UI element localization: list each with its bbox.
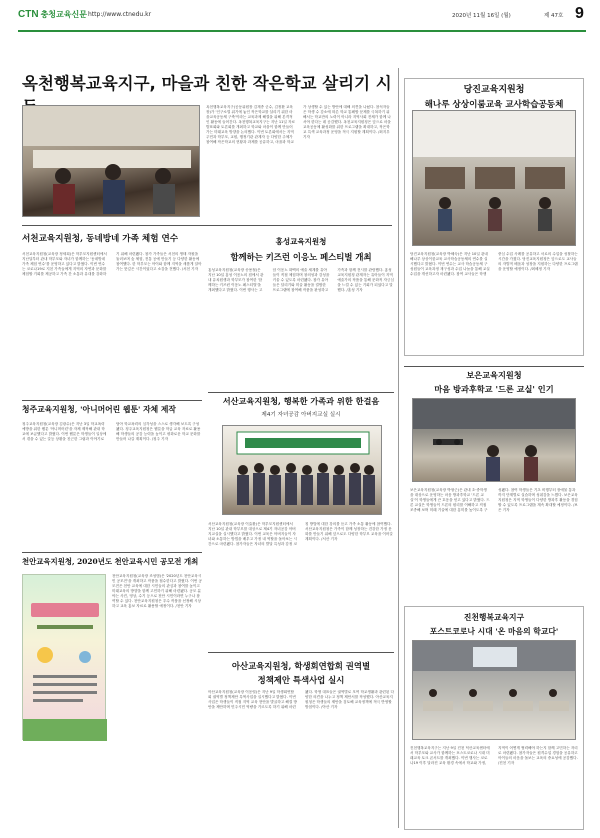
- cheonan-title: 천안교육지원청, 2020년도 천안교육시민 공모전 개최: [22, 557, 199, 566]
- cheonan-poster: [22, 574, 106, 740]
- jincheon-body: 진천행복교육지구는 지난 9일 진천 덕산교육센터에서 학부모와 교사가 함께하는 포스트코로나 시대 미래교육 토크 콘서트를 개최했다. 이번 행사는 코로나19 이후 달라진 교육 환경 속에서 학교와 가정, 지역이 어떻게 협력해야 하는지 함께 고민하는 자리로 마련됐다. 참가자들은 원격수업 경험을 공유하고 아이들의 마음을 돌보는 교육의 중요성에 공감했다. /진천 기자: [410, 746, 578, 765]
- seosan-body: 서산교육지원청(교육장 이효환)은 학부모지원센터에서 지난 10일 관내 학부모를 대상으로 제4기 자녀공감 아버지교실을 실시했다고 밝혔다. 이번 교육은 아버지들이 자녀와 소통하는 방법을 배우고 가정 내 역할을 돌아보는 시간으로 마련됐다. 참가자들은 자녀의 발달 특성과 감정 코칭 방법에 대한 강의를 듣고 가족 소통 활동에 참여했다. 서산교육지원청은 가족이 함께 성장하는 건강한 가정 문화를 만들기 위해 앞으로도 다양한 학부모 교육을 이어갈 계획이다. /서산 기자: [208, 522, 393, 546]
- seocheon-title: 서천교육지원청, 동네방네 가족 체험 연수: [22, 234, 179, 244]
- dangjin-title: 해나루 상상이룸교육 교사학습공동체: [424, 100, 564, 110]
- cheonan-body: 천안교육지원청(교육장 조성범)은 '2020년도 천안교육시민 공모전'을 개최하고 작품을 접수한다고 밝혔다. 이번 공모전은 천안 교육에 대한 시민들의 관심과 참여를 높이고 미래교육의 방향을 함께 고민하기 위해 마련됐다. 공모 분야는 사진, 영상, 수기 등으로 천안 시민이라면 누구나 참여할 수 있다. 천안교육지원청은 우수 작품을 선정해 시상하고 교육 홍보 자료로 활용할 예정이다. /천안 기자: [112, 574, 202, 608]
- dangjin-photo-scene: [413, 111, 576, 246]
- okcheon-photo-scene: [23, 106, 200, 217]
- jincheon-heading: [404, 612, 584, 637]
- seosan-photo: [222, 425, 382, 515]
- dangjin-body: 당진교육지원청(교육장 박혜숙)은 지난 10일 관내 해나루 상상이룸교육 교사학습공동체의 연수를 실시했다고 밝혔다. 이번 연수는 교사 학습공동체 구성원들이 교육과정 재구성과 수업 나눔을 통해 교실 수업을 개선하고자 마련됐다. 참여 교사들은 학생 중심 수업 사례를 공유하고 서로의 수업을 성찰하는 시간을 가졌다. 당진교육지원청은 앞으로도 교사들의 자발적 배움과 성장을 지원하는 다양한 프로그램을 운영할 예정이다. /최혜정 기자: [410, 252, 578, 276]
- logo-ctn: CTN: [18, 9, 39, 20]
- seosan-heading: [208, 396, 394, 418]
- masthead-issue: 제 47호: [544, 13, 564, 19]
- asan-title-line1: 아산교육지원청, 학생회연합회 권역별: [231, 661, 371, 671]
- okcheon-photo: [22, 105, 200, 217]
- asan-title-line2: 정책제안 특색사업 실시: [257, 675, 345, 685]
- dangjin-heading: [404, 82, 584, 110]
- paper-name: 충청교육신문: [40, 10, 87, 19]
- okcheon-title: 옥천행복교육지구, 마을과 친한 작은학교 살리기 시: [22, 74, 392, 93]
- masthead-rule: [18, 30, 586, 32]
- boeun-title: 마음 방과후학교 '드론 교실' 인기: [434, 384, 554, 394]
- cheongju-heading: [22, 404, 202, 415]
- masthead-logo: [18, 9, 87, 20]
- cheonan-poster-graphic: [23, 575, 107, 741]
- hongseong-body: 홍성교육지원청(교육장 송용철)은 지난 10일 홍성 이응노의 집에서 관내 유치원생과 학부모가 참여한 '함께하는 키즈런 이응노 페스티벌'을 개최했다고 밝혔다. 이번 행사는 고암 이응노 화백의 예술 세계를 유아들이 직접 체험하며 창의성과 감성을 키울 수 있도록 마련됐다. 참가 유아들은 달리기와 미술 활동을 결합한 프로그램에 참여해 작품을 완성하고 가족과 함께 전시를 관람했다. 홍성교육지원청 관계자는 유아들이 지역 예술가의 작품을 통해 문화적 자긍심을 느낄 수 있는 기회가 되었다고 말했다. /홍성 기자: [208, 268, 394, 292]
- hongseong-title: 함께하는 키즈런 이응노 페스티벌 개최: [230, 252, 372, 262]
- boeun-kicker: 보은교육지원청: [466, 370, 522, 380]
- divider-h4: [22, 400, 202, 401]
- divider-v1: [398, 68, 399, 828]
- jincheon-photo: [412, 640, 576, 740]
- cheongju-body: 청주교육지원청(교육장 김광수)은 지난 3일 학교폭력 예방을 위한 웹툰 '아니머어린'을 자체 제작해 관내 학교에 보급했다고 밝혔다. 이번 웹툰은 학생들이 일상에서 겪을 수 있는 갈등 상황을 친근한 그림과 이야기로 담아 학교폭력의 심각성을 스스로 생각해 보도록 구성됐다. 청주교육지원청은 웹툰을 학급 교육 자료로 활용해 학생들의 공감 능력을 높이고 평화로운 학교 문화를 만들어 나갈 계획이다. /청주 기자: [22, 422, 201, 441]
- divider-h3: [404, 366, 584, 367]
- divider-h1: [22, 225, 392, 226]
- masthead: [0, 0, 600, 32]
- seosan-title: 서산교육지원청, 행복한 가족과 위한 한걸음: [222, 396, 380, 406]
- boeun-photo: [412, 398, 576, 482]
- dangjin-kicker: 당진교육지원청: [463, 85, 525, 95]
- boeun-photo-scene: [413, 399, 576, 482]
- divider-h5: [22, 552, 202, 553]
- hongseong-kicker: 홍성교육지원청: [275, 237, 327, 246]
- dangjin-photo: [412, 110, 576, 246]
- asan-body: 아산교육지원청(교육장 이응렬)은 지난 9일 학생회연합회 권역별 정책제안 특색사업을 실시했다고 밝혔다. 이번 사업은 학생들이 직접 지역 교육 현안을 발굴하고 해결 방안을 제안하며 민주시민 역량을 기르도록 하기 위해 마련됐다. 학생 대표들은 권역별로 모여 학교생활과 관련된 다양한 의견을 나누고 정책 제안서를 작성했다. 아산교육지원청은 학생들의 제안을 검토해 교육정책에 적극 반영할 방침이다. /아산 기자: [208, 690, 394, 709]
- jincheon-title: 포스트코로나 시대 '온 마음의 학교다': [429, 627, 559, 636]
- page-number: 9: [575, 5, 584, 22]
- hongseong-heading: [208, 236, 394, 263]
- masthead-url[interactable]: http://www.ctnedu.kr: [88, 11, 152, 18]
- seosan-photo-scene: [223, 426, 382, 515]
- divider-h6: [208, 652, 394, 653]
- cheonan-heading: [22, 556, 202, 567]
- masthead-date: 2020년 11월 16일 (월): [452, 13, 511, 19]
- divider-h2: [208, 392, 394, 393]
- jincheon-photo-scene: [413, 641, 576, 740]
- asan-heading: [208, 660, 394, 686]
- jincheon-kicker: 진천행복교육지구: [463, 613, 525, 622]
- seosan-subtitle: 제4기 자녀공감 아버지교실 실시: [261, 412, 341, 418]
- boeun-heading: [404, 370, 584, 395]
- seocheon-body: 서천교육지원청(교육장 정세희)은 학부모지원센터에서 지난달부터 관내 학부모와 자녀가 함께하는 '동네방네 가족 체험 연수'를 운영하고 있다고 밝혔다. 이번 연수는 코로나19로 지친 가족들에게 지역의 자연과 문화를 체험할 기회를 제공하고 가족 간 소통과 유대를 강화하기 위해 마련됐다. 참가 가족들은 서천의 생태 자원을 둘러보며 숲 체험, 전통 공예 만들기 등 다양한 활동에 참여했다. 한 학부모는 아이와 함께 지역을 새롭게 알아가는 뜻깊은 시간이었다고 소감을 전했다. /서천 기자: [22, 252, 202, 276]
- boeun-body: 보은교육지원청(교육장 박형근)은 관내 초·중학생을 대상으로 운영하는 마음 방과후학교 '드론 교실'이 학생들에게 큰 호응을 얻고 있다고 밝혔다. 드론 교실은 학생들이 드론의 원리를 이해하고 직접 조종해 보며 미래 기술에 대한 흥미를 높이도록 구성됐다. 참여 학생들은 기초 비행부터 장애물 통과까지 단계별로 실습하며 성취감을 느꼈다. 보은교육지원청은 지역 학생들이 다양한 방과후 활동을 경험할 수 있도록 프로그램을 계속 확대할 예정이다. /보은 기자: [410, 488, 578, 512]
- okcheon-body: 옥천행복교육지구(공동위원장 김재종 군수, 김정환 교육장)가 '인구소멸 위기에 놓인 작은학교를 살리기 위한 마을교육공동체 구축'이라는 교육과제 해결을 위해 본격적인 활동에 들어간다. 옥천행복교육지구는 지난 11일 자료 발표회와 토론회를 개최하고 학교와 마을이 함께 만들어가는 미래교육 방향을 논의했다. 이번 토론회에서는 지역 주민과 학부모, 교원, 행정기관 관계자 등 다양한 주체가 참여해 작은학교의 현황과 과제를 공유하고, 마을과 학교가 상생할 수 있는 방안에 대해 의견을 나눴다. 참석자들은 학생 수 감소에 따른 학교 통폐합 문제를 극복하기 위해서는 학교만의 노력이 아니라 지역사회 전체가 함께 나서야 한다는 데 공감했다. 옥천교육지원청은 앞으로 마을교육공동체 활성화를 위한 프로그램을 확대하고, 작은학교 특색 교육과정 운영을 적극 지원할 계획이다. /최지우 기자: [206, 105, 391, 144]
- cheongju-title: 청주교육지원청, '아니머어린 웹툰' 자체 제작: [22, 405, 176, 414]
- seocheon-heading: [22, 232, 202, 244]
